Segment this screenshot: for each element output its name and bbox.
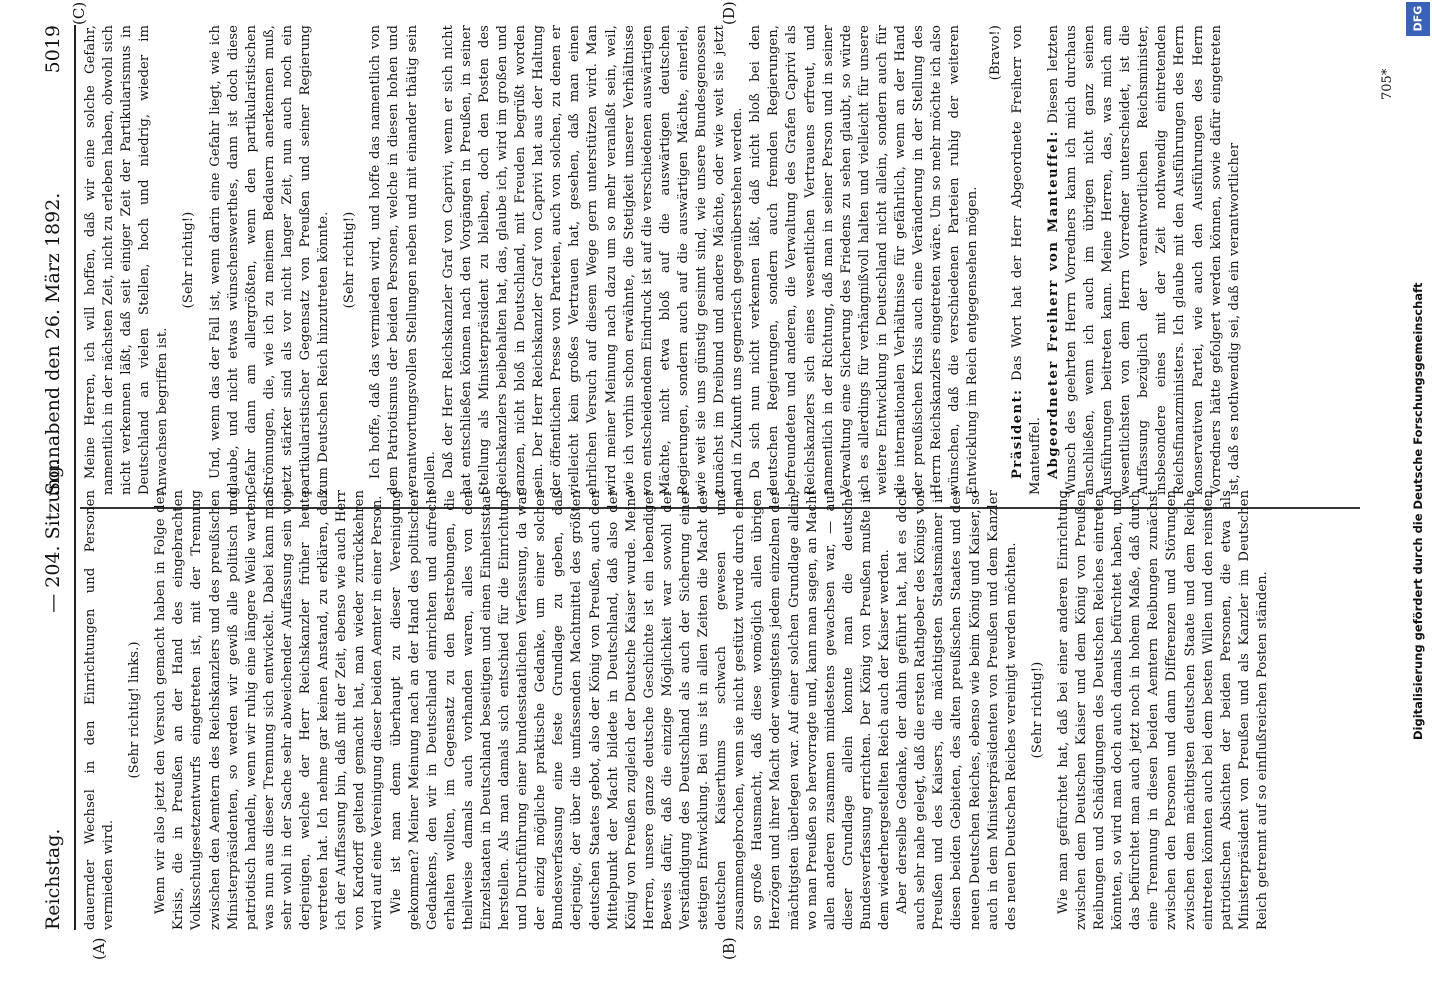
left-column <box>82 490 1272 930</box>
header-right <box>36 25 70 495</box>
paragraph <box>440 25 748 495</box>
interjection <box>341 25 359 495</box>
margin-mark-a: (A) <box>90 937 108 960</box>
paragraph-text: dauernder Wechsel in den Einrichtungen und Personen vermieden wird. <box>83 490 117 930</box>
margin-mark-d: (D) <box>720 1 738 25</box>
paragraph <box>82 25 172 495</box>
interjection <box>126 490 144 930</box>
speaker-name: Abgeordneter Freiherr von Manteuffel: <box>1045 130 1061 479</box>
paragraph-text: Wie ist man denn überhaupt zu dieser Vereinigung gekommen? Meiner Meinung nach an der Hand des politischen Gedankens, den wir in Deutschland einrichten und aufrecht erhalten wollten, im Gegensatz zu den Bestrebungen, die theilweise damals auch vorhanden waren, alles von den Einzelstaaten in Deutschland beseitigen und einen Einheitsstaat herstellen. Als man damals sich entschied für die Einrichtung und Durchführung einer bundesstaatlichen Verfassung, da war der einzig mögliche praktische Gedanke, um einer solchen Bundesverfassung eine feste Grundlage zu geben, daß derjenige, der über die umfassenden Machtmittel des größten deutschen Staates gebot, also der König von Preußen, auch den Mittelpunkt der Macht bildete in Deutschland, daß also der König von Preußen zugleich der Deutsche Kaiser wurde. Meine Herren, unsere ganze deutsche Geschichte ist ein lebendiger Beweis dafür, daß die einzige Möglichkeit war sowohl der Verständigung des Deutschland als auch der Sicherung einer stetigen Entwicklung. Bei uns ist in allen Zeiten die Macht des deutschen Kaiserthums schwach gewesen und zusammengebrochen, wenn sie nicht gestützt wurde durch eine so große Hausmacht, daß diese womöglich allen übrigen Herzögen und ihrer Macht oder wenigstens jedem einzelnen der mächtigsten überlegen war. Auf einer solchen Grundlage allein, wo man Preußen so hervorragte und, kann man sagen, an Macht allen anderen zusammen mindestens gewachsen war, — auf dieser Grundlage allein konnte man die deutsche Bundesverfassung errichten. Der König von Preußen mußte in dem wiederhergestellten Reich auch der Kaiser werden. <box>388 490 893 930</box>
paragraph-text: Und, wenn das der Fall ist, wenn darin eine Gefahr liegt, wie ich glaube, und nicht etwas wünschenswerthes, dann ist doch diese Gefahr dann am allergrößten, wenn den partikularistischen Strömungen, die, wie ich zu meinem Bedauern anerkennen muß, jetzt stärker sind als vor nicht langer Zeit, nun auch noch ein partikularistischer Gegensatz von Preußen und seiner Regierung zum Deutschen Reich hinzutreten könnte. <box>207 25 332 495</box>
speaker-paragraph <box>1045 25 1244 495</box>
paragraph-text: Ich hoffe, daß das vermieden wird, und hoffe das namentlich von dem Patriotismus der beiden Personen, welche in diesen hohen und verantwortungsvollen Stellungen neben und mit einander thätig sein sollen. <box>368 25 438 495</box>
dfg-logo: DFG <box>1406 2 1430 36</box>
speaker-paragraph <box>1009 25 1045 495</box>
paragraph-text: (Sehr richtig!) <box>342 211 358 309</box>
margin-mark-b: (B) <box>720 937 738 960</box>
paragraph-text: Aber derselbe Gedanke, der dahin geführt hat, hat es doch auch sehr nahe gelegt, daß die ersten Rathgeber des Königs von Preußen und des Kaisers, die mächtigsten Staatsmänner in diesen beiden Gebieten, des alten preußischen Staates und des neuen Deutschen Reiches, ebenso wie beim König und Kaiser, so auch in dem Ministerpräsidenten von Preußen und dem Kanzler des neuen Deutschen Reiches vereinigt werden möchten. <box>895 490 1019 930</box>
right-column <box>82 25 1244 495</box>
paragraph-text: Meine Herren, ich will hoffen, daß wir eine solche Gefahr, namentlich in der nächsten Zeit, nicht zu erleben haben, obwohl sich nicht verkennen läßt, daß seit einiger Zeit der Partikularismus in Deutschland an vielen Stellen, hoch und niedrig, wieder im Anwachsen begriffen ist. <box>83 25 171 495</box>
paragraph-text: Wenn wir also jetzt den Versuch gemacht haben in Folge der Krisis, die in Preußen an der Hand des eingebrachten Volksschulgesetzentwurfs eingetreten ist, mit der Trennung zwischen den Aemtern des Reichskanzlers und des preußischen Ministerpräsidenten, so werden wir gewiß alle politisch und patriotisch handeln, wenn wir ruhig eine längere Weile warten, was nun aus dieser Trennung sich entwickelt. Dabei kann man sehr wohl in der Sache sehr abweichender Auffassung sein von derjenigen, welche der Herr Reichskanzler früher heute vertreten hat. Ich nehme gar keinen Anstand, zu erklären, daß ich der Auffassung bin, daß mit der Zeit, ebenso wie auch Herr von Kardorff geltend gemacht hat, man wieder zurückkehren wird auf eine Vereinigung dieser beiden Aemter in einer Person. <box>153 490 386 930</box>
paragraph-text: Wie man gefürchtet hat, daß bei einer anderen Einrichtung zwischen dem Deutschen Kaiser und dem König von Preußen Reibungen und Schädigungen des Deutschen Reiches eintreten könnten, so wird man doch auch damals befürchtet haben, und das befürchtet man auch jetzt noch in hohem Maße, daß durch eine Trennung in diesen beiden Aemtern Reibungen zunächst zwischen den Personen und dann Differenzen und Störungen zwischen dem mächtigsten deutschen Staate und dem Reiche eintreten könnten auch bei dem besten Willen und den reinsten patriotischen Absichten der beiden Personen, die etwa als Ministerpräsident von Preußen und als Kanzler im Deutschen Reich getrennt auf so einflußreichen Posten ständen. <box>1055 490 1270 930</box>
signature-mark: 705* <box>1380 68 1395 100</box>
paragraph-text: Da sich nun nicht verkennen läßt, daß nicht bloß bei den deutschen Regierungen, sondern auch fremden Regierungen, befreundeten und anderen, die Verwaltung des Grafen Caprivi als Reichskanzlers sich eines wesentlichen Vertrauens erfreut, und namentlich in der Richtung, daß man in seiner Person und in seiner Verwaltung eine Sicherung des Friedens zu sehen glaubt, so würde ich es allerdings für verhängnißvoll halten und vielleicht für unsere weitere Entwicklung in Deutschland nicht allein, sondern auch für die internationalen Verhältnisse für gefährlich, wenn an der Hand der preußischen Krisis auch eine Veränderung in der Stellung des Herrn Reichskanzlers eingetreten wäre. Um so mehr möchte ich also wünschen, daß die verschiedenen Parteien ruhig der weiteren Entwicklung im Reich entgegensehen mögen. <box>748 25 981 495</box>
paragraph <box>82 490 118 930</box>
header-session: — 204. Sitzung. <box>42 460 64 613</box>
paragraph-text: (Sehr richtig!) <box>181 211 197 309</box>
margin-mark-c: (C) <box>70 1 88 25</box>
speaker-name: Präsident: <box>1009 388 1025 479</box>
header-left <box>36 460 70 930</box>
paragraph <box>207 25 334 495</box>
paragraph-text: Daß der Herr Reichskanzler Graf von Caprivi, wenn er sich nicht hat entschließen können nach den Vorgängen in Preußen, in seiner Stellung als Ministerpräsident zu bleiben, doch den Posten des Reichskanzlers beibehalten hat, das, glaube ich, wird im großen und ganzen, nicht bloß in Deutschland, mit Freuden begrüßt worden sein. Der Herr Reichskanzler Graf von Caprivi hat aus der Haltung der öffentlichen Presse von Parteien, auch von solchen, zu denen er vielleicht kein großes Vertrauen hat, gesehen, daß man einen ehrlichen Versuch auf diesem Wege gern unterstützen wird. Man wird meiner Meinung nach dazu um so mehr veranlaßt sein, weil, wie ich vorhin schon erwähnte, die Stetigkeit unserer Verhältnisse von entscheidendem Eindruck ist auf die verschiedenen auswärtigen Mächte, nicht etwa bloß auf die auswärtigen deutschen Regierungen, sondern auch auf die auswärtigen Mächte, einerlei, wie weit sie uns günstig gesinnt sind, wie unsere Bundesgenossen zunächst im Dreibund und andere Mächte, oder wie weit sie jetzt und in Zukunft uns gegnerisch gegenüberstehen werden. <box>440 25 746 495</box>
interjection <box>1029 490 1047 930</box>
interjection <box>180 25 198 495</box>
paragraph-text: (Sehr richtig!) <box>1029 661 1045 759</box>
dfg-stamp <box>1405 0 1431 1000</box>
paragraph-text: (Sehr richtig! links.) <box>127 641 143 779</box>
interjection <box>987 25 1005 495</box>
paragraph <box>894 490 1021 930</box>
paragraph <box>1055 490 1272 930</box>
paragraph-text: Diesen letzten Wunsch des geehrten Herrn Vorredners kann ich mich durchaus anschließen, wenn ich auch im übrigen nicht ganz seinen Ausführungen beitreten kann. Meine Herren, das, was mich am wesentlichsten von dem Herrn Vorredner unterscheidet, ist die Auffassung bezüglich der verantwortlichen Reichsminister, insbesondere eines mit der Zeit nothwendig eintretenden Reichsfinanzministers. Ich glaube mit den Ausführungen des Herrn konservativen Partei, wie auch den Ausführungen des Herrn Vorredners hätte gefolgert werden können, sowie dafür eingetreten ist, daß es nothwendig sei, daß ein verantwortlicher <box>1045 25 1242 495</box>
header-date: Sonnabend den 26. März 1892. <box>42 192 64 495</box>
header-rule-right <box>74 25 76 495</box>
paragraph <box>388 490 895 930</box>
paragraph-text: (Bravo!) <box>987 25 1003 81</box>
paragraph <box>152 490 387 930</box>
paragraph <box>747 25 982 495</box>
paragraph <box>367 25 439 495</box>
paragraph-text: Das Wort hat der Herr Abgeordnete Freiherr von Manteuffel. <box>1009 24 1043 495</box>
header-rule-left <box>74 485 76 930</box>
header-title: Reichstag. <box>42 828 64 930</box>
dfg-stamp-text: Digitalisierung gefördert durch die Deutsche Forschungsgemeinschaft <box>1411 282 1425 740</box>
page-number: 5019 <box>42 25 64 74</box>
